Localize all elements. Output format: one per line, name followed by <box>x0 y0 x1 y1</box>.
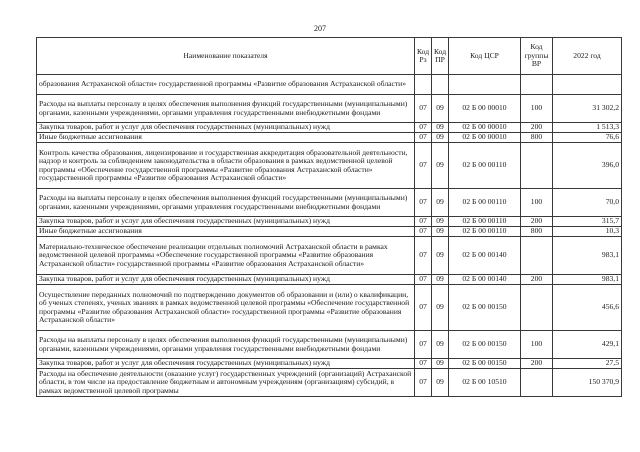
row-rz: 07 <box>415 369 432 397</box>
table-row <box>37 331 622 359</box>
row-name: Иные бюджетные ассигнования <box>37 133 415 143</box>
row-pr: 09 <box>432 189 449 217</box>
table-row <box>37 275 622 285</box>
row-csr: 02 Б 00 00150 <box>449 331 521 359</box>
table-row <box>37 227 622 237</box>
row-pr: 09 <box>432 359 449 369</box>
row-csr: 02 Б 00 00150 <box>449 285 521 331</box>
row-vr: 800 <box>521 227 553 237</box>
row-rz: 07 <box>415 133 432 143</box>
row-name: Иные бюджетные ассигнования <box>37 227 415 237</box>
row-vr <box>521 285 553 331</box>
row-amount: 315,7 <box>553 217 622 227</box>
row-pr: 09 <box>432 275 449 285</box>
row-name: образования Астраханской области» государственной программы «Развитие образования Астраханской области» <box>37 75 415 95</box>
row-name: Расходы на выплаты персоналу в целях обеспечения выполнения функций государственными (муниципальными) органами, казенными учреждениями, органами управления государственными внебюджетными фондами <box>37 331 415 359</box>
table-row <box>37 369 622 397</box>
header-year: 2022 год <box>553 38 622 75</box>
row-csr: 02 Б 00 00140 <box>449 237 521 275</box>
row-csr: 02 Б 00 00110 <box>449 189 521 217</box>
table-row <box>37 189 622 217</box>
row-amount: 27,5 <box>553 359 622 369</box>
row-pr: 09 <box>432 95 449 123</box>
row-name: Контроль качества образования, лицензирование и государственная аккредитация образовательной деятельности, надзор и контроль за соблюдением законодательства в области образования в рамках ведомственной целевой программы «Обеспечение государственной программы «Развитие образования Астраханской области» государственной программы «Развитие образования Астраханской области» <box>37 143 415 189</box>
row-amount: 456,6 <box>553 285 622 331</box>
table-row <box>37 285 622 331</box>
row-csr: 02 Б 00 00010 <box>449 123 521 133</box>
table-row <box>37 237 622 275</box>
header-csr: Код ЦСР <box>449 38 521 75</box>
row-rz: 07 <box>415 189 432 217</box>
row-rz: 07 <box>415 359 432 369</box>
header-rz: Код Рз <box>415 38 432 75</box>
row-amount: 10,3 <box>553 227 622 237</box>
row-pr: 09 <box>432 331 449 359</box>
row-pr: 09 <box>432 227 449 237</box>
row-amount: 31 302,2 <box>553 95 622 123</box>
row-rz: 07 <box>415 331 432 359</box>
row-csr: 02 Б 00 00140 <box>449 275 521 285</box>
row-name: Расходы на обеспечение деятельности (оказание услуг) государственных учреждений (организаций) Астраханской области, в том числе на предоставление бюджетным и автономным учреждениям (организациям) субсидий, в рамках ведомственной целевой программы <box>37 369 415 397</box>
row-vr: 800 <box>521 133 553 143</box>
row-rz: 07 <box>415 123 432 133</box>
row-rz: 07 <box>415 143 432 189</box>
row-name: Закупка товаров, работ и услуг для обеспечения государственных (муниципальных) нужд <box>37 123 415 133</box>
row-name: Закупка товаров, работ и услуг для обеспечения государственных (муниципальных) нужд <box>37 359 415 369</box>
page-number: 207 <box>314 24 326 33</box>
header-pr: Код ПР <box>432 38 449 75</box>
row-pr: 09 <box>432 143 449 189</box>
row-amount: 1 513,3 <box>553 123 622 133</box>
row-pr: 09 <box>432 217 449 227</box>
row-amount: 983,1 <box>553 275 622 285</box>
row-name: Осуществление переданных полномочий по подтверждению документов об образовании и (или) о квалификации, об ученых степенях, ученых званиях в рамках ведомственной целевой программы «Обеспечение государственной программы «Развитие образования Астраханской области» государственной программы «Развитие образования Астраханской области» <box>37 285 415 331</box>
row-amount: 429,1 <box>553 331 622 359</box>
row-rz: 07 <box>415 95 432 123</box>
header-name: Наименование показателя <box>37 38 415 75</box>
row-rz <box>415 75 432 95</box>
table-row <box>37 123 622 133</box>
row-csr <box>449 75 521 95</box>
row-pr: 09 <box>432 369 449 397</box>
row-vr <box>521 143 553 189</box>
row-csr: 02 Б 00 00110 <box>449 217 521 227</box>
table-row <box>37 75 622 95</box>
row-csr: 02 Б 00 10510 <box>449 369 521 397</box>
row-rz: 07 <box>415 285 432 331</box>
row-rz: 07 <box>415 275 432 285</box>
row-vr <box>521 237 553 275</box>
row-pr: 09 <box>432 123 449 133</box>
row-rz: 07 <box>415 227 432 237</box>
row-vr <box>521 369 553 397</box>
row-pr: 09 <box>432 285 449 331</box>
table-row <box>37 217 622 227</box>
row-pr <box>432 75 449 95</box>
row-vr: 200 <box>521 217 553 227</box>
table-row <box>37 133 622 143</box>
row-vr: 200 <box>521 359 553 369</box>
row-csr: 02 Б 00 00110 <box>449 143 521 189</box>
row-amount <box>553 75 622 95</box>
row-vr: 100 <box>521 95 553 123</box>
row-name: Расходы на выплаты персоналу в целях обеспечения выполнения функций государственными (муниципальными) органами, казенными учреждениями, органами управления государственными внебюджетными фондами <box>37 95 415 123</box>
table-row <box>37 359 622 369</box>
row-csr: 02 Б 00 00110 <box>449 227 521 237</box>
row-vr: 200 <box>521 123 553 133</box>
row-rz: 07 <box>415 217 432 227</box>
row-amount: 150 370,9 <box>553 369 622 397</box>
table-row <box>37 143 622 189</box>
row-vr: 100 <box>521 331 553 359</box>
row-name: Материально-техническое обеспечение реализации отдельных полномочий Астраханской области в рамках ведомственной целевой программы «Обеспечение государственной программы «Развитие образования Астраханской области» государственной программы «Развитие образования Астраханской области» <box>37 237 415 275</box>
row-amount: 70,0 <box>553 189 622 217</box>
row-name: Закупка товаров, работ и услуг для обеспечения государственных (муниципальных) нужд <box>37 275 415 285</box>
row-vr: 200 <box>521 275 553 285</box>
row-amount: 396,0 <box>553 143 622 189</box>
row-name: Расходы на выплаты персоналу в целях обеспечения выполнения функций государственными (муниципальными) органами, казенными учреждениями, органами управления государственными внебюджетными фондами <box>37 189 415 217</box>
row-csr: 02 Б 00 00150 <box>449 359 521 369</box>
row-rz: 07 <box>415 237 432 275</box>
row-vr: 100 <box>521 189 553 217</box>
row-vr <box>521 75 553 95</box>
row-amount: 983,1 <box>553 237 622 275</box>
budget-table <box>36 37 622 397</box>
table-row <box>37 95 622 123</box>
row-csr: 02 Б 00 00010 <box>449 95 521 123</box>
row-pr: 09 <box>432 237 449 275</box>
row-csr: 02 Б 00 00010 <box>449 133 521 143</box>
header-vr: Код группы ВР <box>521 38 553 75</box>
table-header-row <box>37 38 622 75</box>
row-pr: 09 <box>432 133 449 143</box>
row-name: Закупка товаров, работ и услуг для обеспечения государственных (муниципальных) нужд <box>37 217 415 227</box>
row-amount: 76,6 <box>553 133 622 143</box>
